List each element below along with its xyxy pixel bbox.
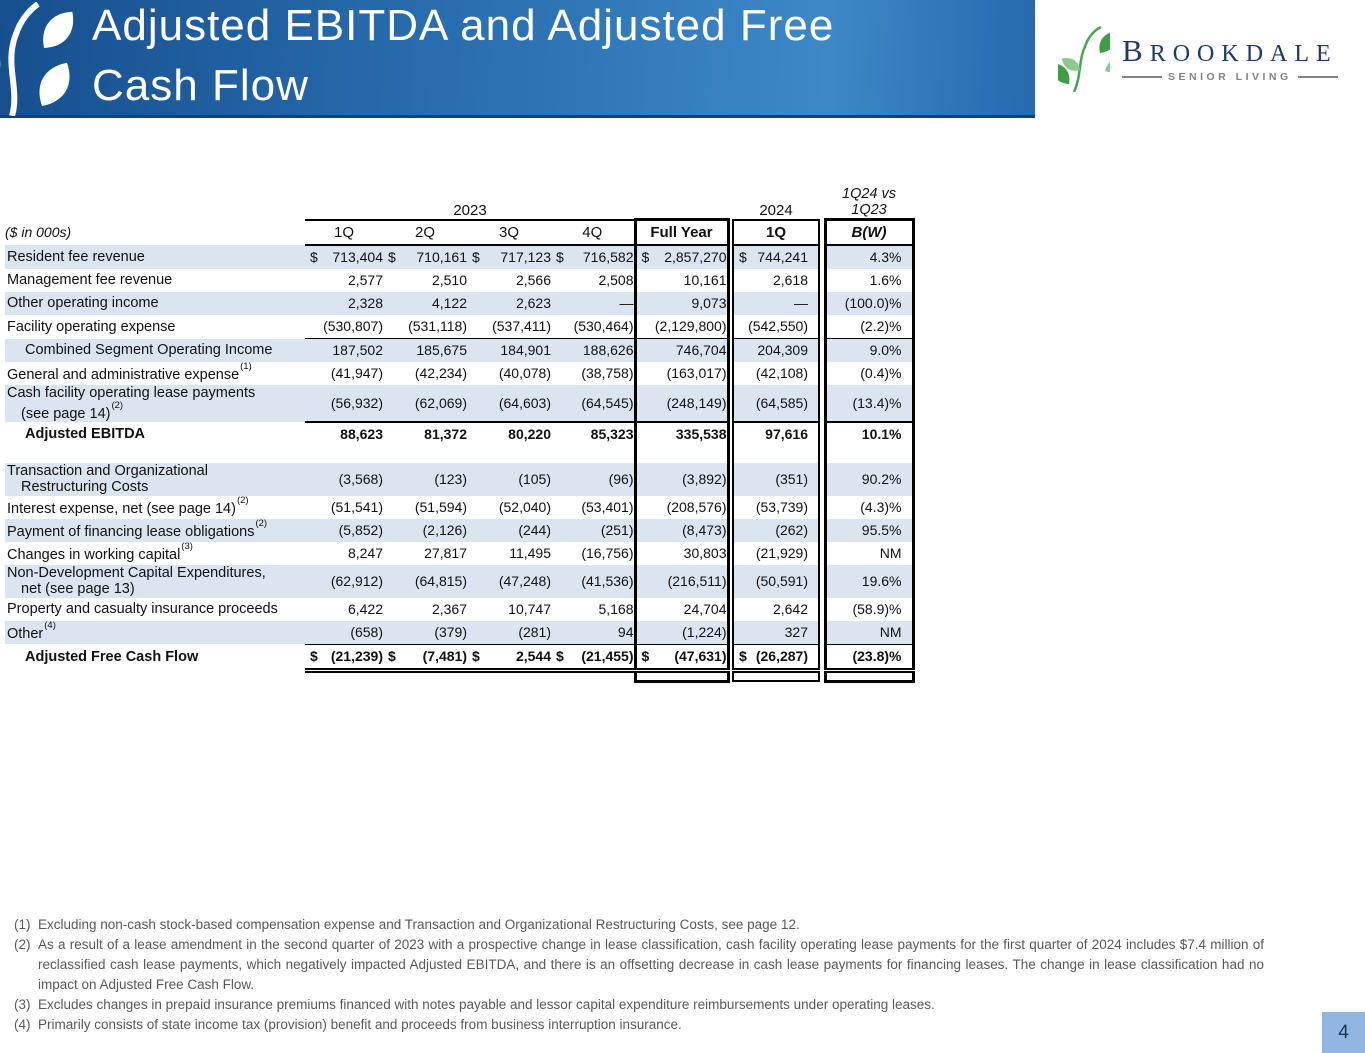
value-cell: 6,422 [347,601,383,618]
value-cell: 2,623 [467,292,551,315]
row-label: Transaction and Organizational Restructuring Costs [5,463,305,496]
value-cell [551,644,635,670]
value-cell: (163,017) [635,362,728,385]
table-row [5,422,913,446]
value-cell: 2,566 [515,272,551,289]
value-cell: (5,852) [305,519,383,542]
table-row [5,496,913,519]
table-row [5,339,913,363]
value-cell: 2,508 [598,272,634,289]
footnote-ref: (2) [111,399,124,411]
amount: 744,241 [757,249,808,266]
amount: 2,857,270 [664,249,727,266]
currency-symbol: $ [472,648,480,665]
value-cell: (3,568) [305,463,383,496]
value-cell: (123) [383,463,467,496]
units-label: ($ in 000s) [5,224,72,241]
value-cell: — [551,292,635,315]
value-cell: 10,161 [635,269,728,292]
footnote [14,995,1264,1015]
value-cell: 9,073 [635,292,728,315]
value-cell: (2,129,800) [635,315,728,339]
table-row [5,362,913,385]
value-cell: (41,536) [551,565,635,598]
spacer-row [5,446,913,463]
value-cell: (530,464) [573,318,634,335]
group-2023: 2023 [305,180,635,220]
value-cell: (100.0)% [825,292,913,315]
row-label: Management fee revenue [7,272,173,289]
value-cell: (96) [551,463,635,496]
value-cell [635,644,728,670]
value-cell: (56,932) [305,385,383,422]
row-label: General and administrative expense$^{(1)}$ [7,361,252,384]
value-cell [733,644,819,670]
value-cell: (41,947) [330,365,383,382]
value-cell: (1,224) [635,621,728,645]
footnote-ref: (3) [181,541,193,553]
row-label: Payment of financing lease obligations$^{(2)}$ [5,519,305,542]
value-cell: (64,585) [733,385,819,422]
value-cell: (658) [305,621,383,645]
title-line-2: Cash Flow [92,61,309,110]
table-row [5,621,913,645]
currency-symbol: $ [641,249,650,266]
currency-symbol: $ [556,648,564,665]
value-cell [635,245,728,269]
value-cell: (530,807) [323,318,383,335]
leaves-icon [1058,26,1110,92]
value-cell: 5,168 [598,601,634,618]
value-cell: (13.4)% [825,385,913,422]
value-cell: (0.4)% [825,362,913,385]
value-cell: 27,817 [424,545,467,562]
group-change: 1Q24 vs 1Q23 [842,186,896,218]
value-cell: (23.8)% [825,644,913,670]
amount: (26,287) [755,648,808,665]
page-number: 4 [1322,1012,1365,1053]
value-cell: (281) [467,621,551,645]
financial-table [5,180,915,683]
value-cell: (262) [733,519,819,542]
value-cell: NM [825,621,913,645]
value-cell: — [733,292,819,315]
value-cell: 2,618 [733,269,819,292]
row-label: Non-Development Capital Expenditures, net (see page 13) [5,565,305,598]
col-header-bw: B(W) [825,220,913,246]
table-row [5,463,913,496]
header-band [0,0,1035,118]
currency-symbol: $ [310,648,318,665]
currency-symbol: $ [388,249,396,266]
brookdale-logo [1058,26,1338,92]
value-cell: 187,502 [305,339,383,363]
row-label: Combined Segment Operating Income [5,339,305,363]
value-cell: (51,594) [414,499,467,516]
value-cell: (62,912) [305,565,383,598]
value-cell: (105) [467,463,551,496]
value-cell: 2,367 [431,601,467,618]
value-cell: (47,248) [467,565,551,598]
value-cell: 2,577 [347,272,383,289]
footnote-marker: (3) [14,997,31,1012]
value-cell: 95.5% [825,519,913,542]
row-label: Cash facility operating lease payments (see page 14)$^{(2)}$ [5,385,305,422]
value-cell [383,644,467,670]
table-group-header-row [5,180,913,220]
amount: 713,404 [332,249,383,266]
currency-symbol: $ [556,249,564,266]
table-row [5,245,913,269]
footnote-text: Excludes changes in prepaid insurance premiums financed with notes payable and lessor capital expenditure reimbursements under operating leases. [38,997,935,1012]
row-label: Interest expense, net (see page 14)$^{(2)}$ [7,495,249,517]
currency-symbol: $ [641,648,650,665]
amount: 2,544 [515,648,551,665]
col-header-2024-1q: 1Q [733,220,819,246]
value-cell: (64,603) [467,385,551,422]
footnote [14,1015,1264,1035]
value-cell: 81,372 [383,422,467,446]
value-cell: 85,323 [551,422,635,446]
value-cell: (40,078) [498,365,551,382]
value-cell: (351) [733,463,819,496]
value-cell: 1.6% [825,269,913,292]
box-footer-row [5,670,913,681]
footnote-marker: (4) [14,1017,31,1032]
footnote-text: Primarily consists of state income tax (provision) benefit and proceeds from business interruption insurance. [38,1017,682,1032]
currency-symbol: $ [739,249,747,266]
tagline-rule-right [1298,76,1338,78]
amount: (47,631) [674,648,727,665]
row-label: Resident fee revenue [5,245,305,269]
value-cell: (2,126) [383,519,467,542]
value-cell: (58.9)% [825,598,913,621]
row-label: Adjusted Free Cash Flow [25,649,199,666]
table-row [5,598,913,621]
table-row [5,315,913,339]
value-cell: 4,122 [383,292,467,315]
value-cell: (251) [551,519,635,542]
amount: 717,123 [500,249,551,266]
amount: (21,239) [330,648,383,665]
value-cell: (53,739) [733,496,819,519]
group-2024: 2024 [733,180,819,220]
footnote-text: As a result of a lease amendment in the second quarter of 2023 with a prospective change in lease classification, cash facility operating lease payments for the first quarter of 2024 includes $7.4 million of reclassified cash lease payments, which negatively impacted Adjusted EBITDA, and there is an offsetting decrease in cash lease payments for financing leases. The change in lease classification had no impact on Adjusted Free Cash Flow. [38,937,1264,992]
value-cell: (42,108) [733,362,819,385]
row-label: Other operating income [5,292,305,315]
table-row [5,385,913,422]
footnote-text: Excluding non-cash stock-based compensation expense and Transaction and Organizational Restructuring Costs, see page 12. [38,917,800,932]
value-cell: 80,220 [467,422,551,446]
tagline-rule-left [1122,76,1162,78]
value-cell: NM [825,542,913,565]
value-cell: (3,892) [635,463,728,496]
value-cell: 2,328 [305,292,383,315]
row-label: Adjusted EBITDA [25,425,146,442]
table-row [5,644,913,670]
footnote [14,935,1264,995]
title-line-1: Adjusted EBITDA and Adjusted Free [92,1,835,50]
value-cell: 10.1% [825,422,913,446]
value-cell: (248,149) [635,385,728,422]
footnote-ref: (1) [240,361,252,373]
value-cell: (4.3)% [825,496,913,519]
value-cell: (216,511) [635,565,728,598]
value-cell: (42,234) [414,365,467,382]
value-cell: (50,591) [733,565,819,598]
value-cell: 4.3% [825,245,913,269]
row-label: Property and casualty insurance proceeds [7,601,278,618]
value-cell: 11,495 [509,545,551,562]
value-cell: 8,247 [347,545,383,562]
value-cell [467,245,551,269]
value-cell: 2,642 [733,598,819,621]
currency-symbol: $ [739,648,747,665]
value-cell: (62,069) [383,385,467,422]
value-cell: (2.2)% [825,315,913,339]
footnotes [14,915,1264,1035]
footnote [14,915,1264,935]
amount: (7,481) [422,648,467,665]
value-cell: (542,550) [733,315,819,339]
table-column-header-row [5,220,913,246]
value-cell: 24,704 [635,598,728,621]
value-cell: 88,623 [305,422,383,446]
footnote-marker: (2) [14,937,31,952]
currency-symbol: $ [310,249,318,266]
value-cell [305,245,383,269]
table-row [5,542,913,565]
value-cell: 188,626 [551,339,635,363]
value-cell: 746,704 [635,339,728,363]
value-cell: (64,545) [551,385,635,422]
amount: 710,161 [416,249,467,266]
value-cell: 30,803 [635,542,728,565]
value-cell: (244) [467,519,551,542]
col-header-4q: 4Q [551,220,635,246]
value-cell: 185,675 [383,339,467,363]
value-cell: (208,576) [635,496,728,519]
value-cell: 204,309 [733,339,819,363]
value-cell: 184,901 [467,339,551,363]
value-cell: (16,756) [581,545,634,562]
col-header-1q: 1Q [305,220,383,246]
col-header-full-year: Full Year [635,220,728,246]
value-cell: (8,473) [635,519,728,542]
value-cell: (537,411) [492,318,551,335]
footnote-ref: (2) [236,495,249,507]
value-cell: (38,758) [581,365,634,382]
page-title [92,0,834,116]
amount: 716,582 [582,249,634,266]
col-header-2q: 2Q [383,220,467,246]
logo-brand: BROOKDALE [1122,33,1338,68]
value-cell: (52,040) [498,499,551,516]
currency-symbol: $ [388,648,396,665]
col-header-3q: 3Q [467,220,551,246]
value-cell: (21,929) [733,542,819,565]
table-row [5,269,913,292]
value-cell [551,245,635,269]
value-cell [383,245,467,269]
logo-text [1122,35,1338,83]
footnote-marker: (1) [14,917,31,932]
value-cell: 335,538 [635,422,728,446]
table-row [5,292,913,315]
row-label: Other$^{(4)}$ [5,621,305,645]
table-row [5,565,913,598]
value-cell: (51,541) [330,499,383,516]
value-cell: (53,401) [581,499,634,516]
logo-tagline [1122,71,1338,83]
value-cell: 10,747 [508,601,551,618]
plant-icon [0,2,78,116]
value-cell: (531,118) [408,318,467,335]
value-cell: 9.0% [825,339,913,363]
value-cell [305,644,383,670]
value-cell: 97,616 [733,422,819,446]
footnote-ref: (2) [255,518,268,530]
value-cell: (64,815) [383,565,467,598]
value-cell: 19.6% [825,565,913,598]
value-cell [733,245,819,269]
value-cell: 90.2% [825,463,913,496]
currency-symbol: $ [472,249,480,266]
value-cell: (379) [383,621,467,645]
table-row [5,519,913,542]
row-label: Facility operating expense [7,318,176,335]
value-cell: 2,510 [431,272,467,289]
row-label: Changes in working capital$^{(3)}$ [7,541,193,563]
value-cell: 94 [551,621,635,645]
tagline-text: SENIOR LIVING [1168,71,1292,83]
value-cell [467,644,551,670]
footnote-ref: (4) [44,620,56,632]
value-cell: 327 [733,621,819,645]
amount: (21,455) [581,648,634,665]
